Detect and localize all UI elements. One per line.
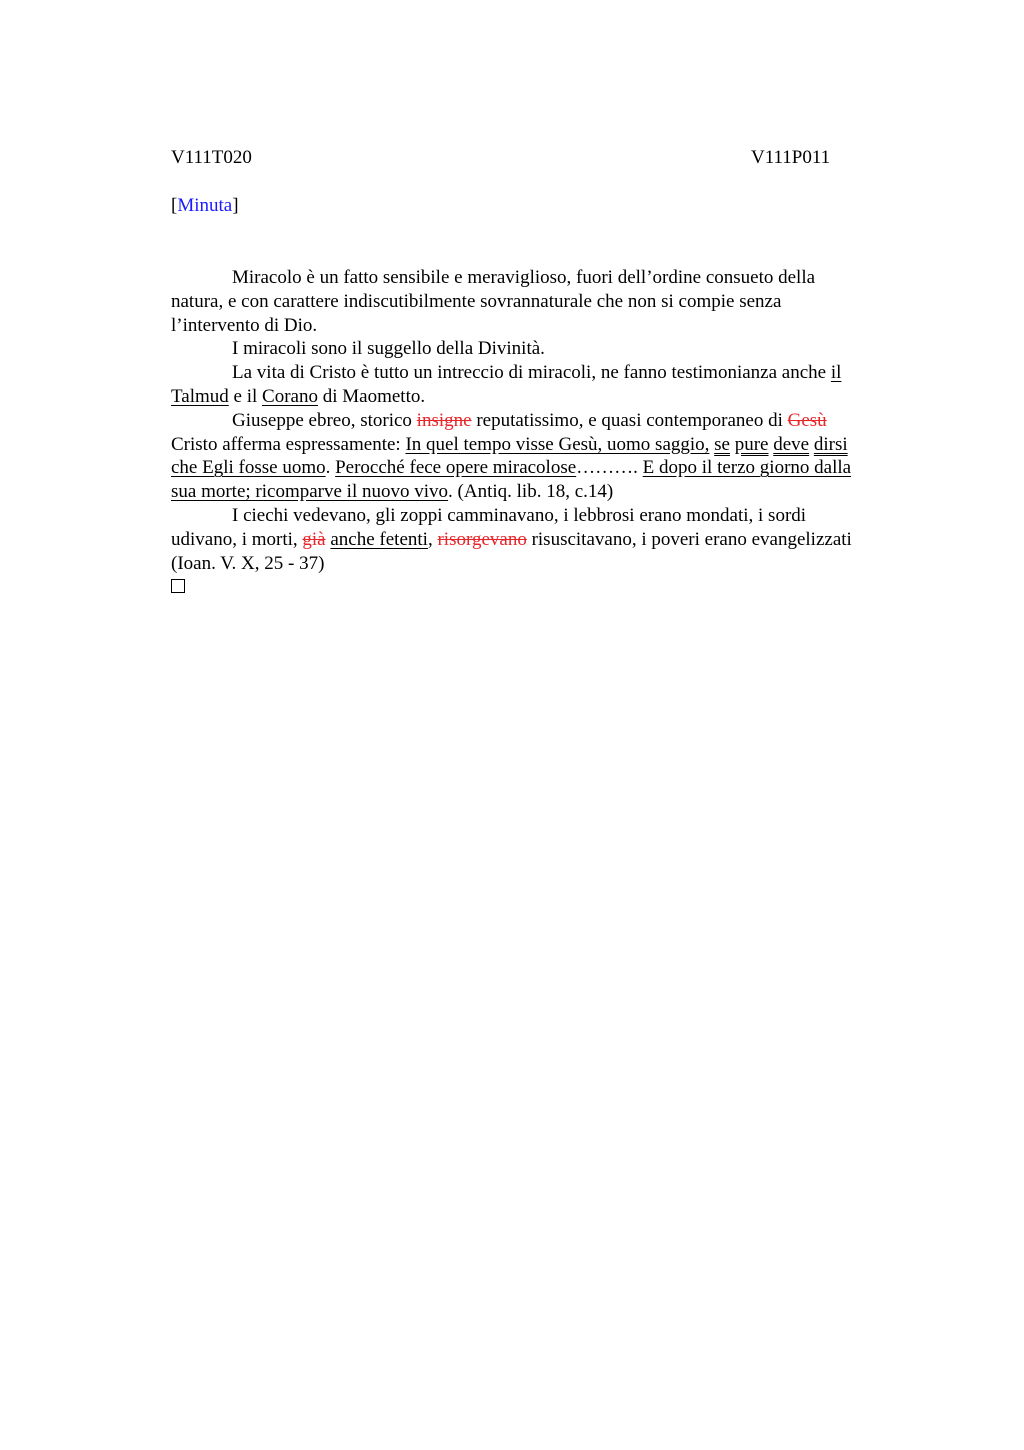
end-mark-row	[171, 575, 916, 600]
underlined-fragment: Talmud	[171, 385, 229, 407]
underlined-text: che Egli fosse uomo	[171, 457, 326, 479]
double-underlined-text: pure	[734, 433, 769, 455]
text-line: I miracoli sono il suggello della Divinità.	[232, 338, 545, 360]
text-line	[171, 528, 916, 552]
document-type-link[interactable]: Minuta	[177, 195, 233, 216]
deleted-text: Gesù	[787, 409, 827, 431]
text-run: . (Antiq. lib. 18, c.14)	[448, 481, 614, 503]
paragraph-miracle-definition	[171, 266, 916, 337]
text-line: I ciechi vedevano, gli zoppi camminavano, i lebbrosi erano mondati, i sordi	[232, 504, 807, 526]
paragraph-josephus	[171, 409, 916, 504]
text-line: (Ioan. V. X, 25 - 37)	[171, 552, 325, 574]
underlined-text: Corano	[262, 385, 318, 407]
underlined-text: sua morte; ricomparve il nuovo vivo	[171, 481, 449, 503]
double-underlined-text: dirsi	[813, 433, 848, 455]
text-line: natura, e con carattere indiscutibilmente sovrannaturale che non si compie senza	[171, 290, 782, 312]
text-run: La vita di Cristo è tutto un intreccio di miracoli, ne fanno testimonianza anche	[232, 362, 831, 384]
close-bracket: ]	[232, 195, 239, 216]
underlined-text: anche fetenti	[330, 528, 428, 550]
double-underlined-text: se	[714, 433, 730, 455]
text-run: Cristo afferma espressamente:	[171, 433, 406, 455]
text-line	[171, 433, 916, 457]
text-run: di Maometto.	[317, 385, 426, 407]
deleted-text: risorgevano	[437, 528, 527, 550]
text-line: Miracolo è un fatto sensibile e meraviglioso, fuori dell’ordine consueto della	[232, 267, 816, 288]
double-underlined-text: deve	[773, 433, 810, 455]
text-line: l’intervento di Dio.	[171, 314, 318, 336]
paragraph-life-of-christ	[171, 361, 916, 409]
text-line	[171, 385, 916, 409]
underlined-text: E dopo il terzo giorno dalla	[642, 457, 852, 479]
checkbox-square-icon	[171, 579, 185, 593]
text-run: ,	[427, 528, 438, 550]
text-run: risuscitavano, i poveri erano evangelizzati	[526, 528, 852, 550]
text-run: e il	[228, 385, 263, 407]
text-line	[171, 456, 916, 480]
paragraph-divinity-seal	[171, 337, 916, 361]
underlined-text: In quel tempo visse Gesù, uomo saggio,	[405, 433, 710, 455]
deleted-text: insigne	[416, 409, 472, 431]
text-line	[171, 361, 916, 385]
document-body	[171, 266, 916, 600]
underlined-fragment: il	[830, 362, 842, 384]
text-run: udivano, i morti,	[171, 528, 303, 550]
text-run: .	[325, 457, 336, 479]
underlined-text: Perocché fece opere miracolose	[335, 457, 577, 479]
document-code-left: V111T020	[171, 147, 252, 168]
open-bracket: [	[171, 195, 178, 216]
document-type-label	[171, 195, 239, 217]
text-run: reputatissimo, e quasi contemporaneo di	[471, 409, 788, 431]
text-run: Giuseppe ebreo, storico	[232, 409, 417, 431]
paragraph-miracles-list	[171, 504, 916, 575]
text-line	[171, 409, 916, 433]
text-line	[171, 480, 916, 504]
document-code-right: V111P011	[751, 147, 831, 168]
deleted-text: già	[302, 528, 326, 550]
text-run: ……….	[576, 457, 643, 479]
